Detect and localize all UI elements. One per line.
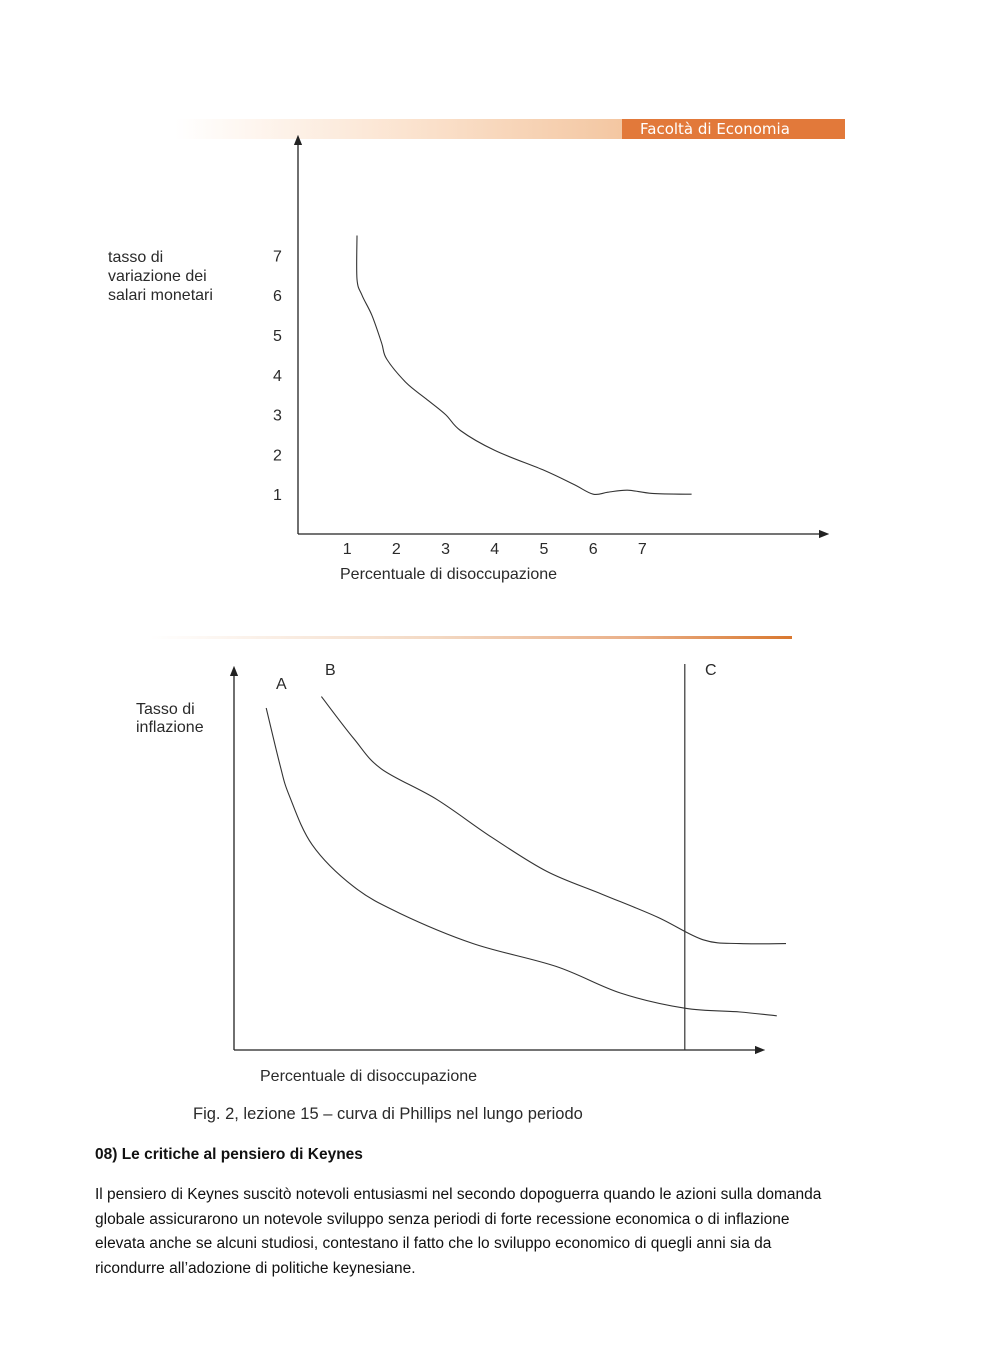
curve-label-a: A xyxy=(276,676,287,693)
chart1-y-tick-6: 6 xyxy=(273,288,282,306)
chart1-y-tick-7: 7 xyxy=(273,248,282,266)
chart1-phillips-curve xyxy=(357,236,692,495)
chart-1-wage-unemployment xyxy=(108,140,824,583)
curve-label-b: B xyxy=(325,662,336,679)
body-line-1: Il pensiero di Keynes suscitò notevoli entusiasmi nel secondo dopoguerra quando le azioni sulla domanda xyxy=(95,1186,822,1203)
chart1-x-tick-4: 4 xyxy=(490,541,500,558)
chart1-y-tick-labels xyxy=(273,248,282,504)
body-line-2: globale assicurarono un notevole sviluppo senza periodi di forte recessione economica o di inflazione xyxy=(95,1210,790,1228)
header-banner xyxy=(175,119,845,139)
curve-b xyxy=(321,697,786,944)
chart1-y-tick-1: 1 xyxy=(273,487,282,505)
chart1-xlabel: Percentuale di disoccupazione xyxy=(340,566,558,583)
chart1-x-tick-7: 7 xyxy=(637,541,647,558)
section-body xyxy=(95,1183,905,1281)
chart1-x-tick-3: 3 xyxy=(441,541,451,558)
chart1-x-tick-2: 2 xyxy=(391,541,401,558)
chart-2-long-run-phillips xyxy=(136,662,786,1085)
chart2-ylabel-line-1: Tasso di xyxy=(136,701,195,718)
line-label-c: C xyxy=(705,662,717,679)
chart1-y-tick-5: 5 xyxy=(273,328,282,345)
chart1-x-tick-labels xyxy=(343,541,647,558)
separator-rule xyxy=(150,636,792,639)
chart1-y-tick-3: 3 xyxy=(273,407,282,425)
chart1-x-tick-6: 6 xyxy=(588,541,598,558)
body-line-3: elevata anche se alcuni studiosi, contestano il fatto che lo sviluppo economico di quegli anni sia da xyxy=(95,1235,772,1252)
section-heading: 08) Le critiche al pensiero di Keynes xyxy=(95,1146,363,1163)
chart1-ylabel-line-2: variazione dei xyxy=(108,268,207,285)
chart1-x-tick-5: 5 xyxy=(539,541,549,558)
curve-a xyxy=(266,708,777,1016)
chart1-ylabel-line-1: tasso di xyxy=(108,249,164,266)
chart2-ylabel-line-2: inflazione xyxy=(136,719,204,736)
body-line-4: ricondurre all’adozione di politiche keynesiane. xyxy=(95,1259,416,1277)
chart1-x-tick-1: 1 xyxy=(342,541,352,558)
chart1-y-tick-2: 2 xyxy=(273,447,282,465)
figure-caption: Fig. 2, lezione 15 – curva di Phillips nel lungo periodo xyxy=(193,1105,583,1123)
chart2-xlabel: Percentuale di disoccupazione xyxy=(260,1068,478,1085)
chart1-y-tick-4: 4 xyxy=(273,367,282,385)
chart1-ylabel-line-3: salari monetari xyxy=(108,287,213,304)
banner-text: Facoltà di Economia xyxy=(640,120,790,138)
